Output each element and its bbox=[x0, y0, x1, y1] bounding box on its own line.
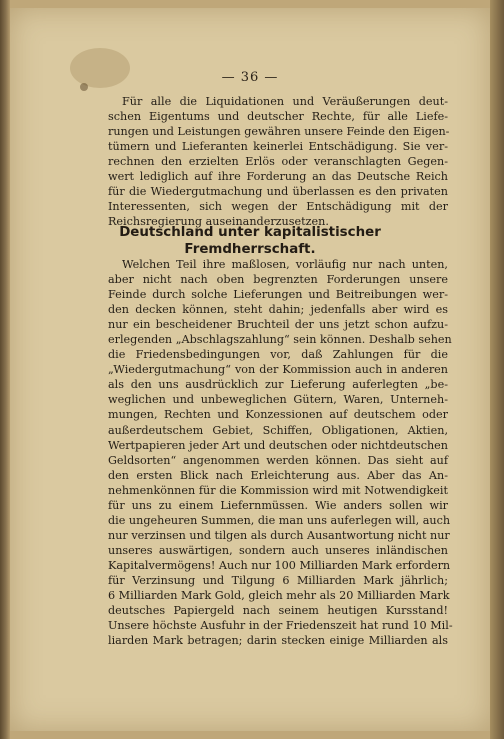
page-number: — 36 — bbox=[221, 70, 279, 85]
text-line: weglichen und unbeweglichen Gütern, Waren, Unterneh- bbox=[108, 393, 448, 407]
text-line: „Wiedergutmachung“ von der Kommission auch in anderen bbox=[108, 363, 448, 377]
text-line: für die Wiedergutmachung und überlassen es den privaten bbox=[108, 185, 448, 199]
text-line: unseres auswärtigen, sondern auch unseres inländischen bbox=[108, 543, 448, 557]
heading-line-2: Fremdherrschaft. bbox=[184, 242, 316, 257]
text-line: erlegenden „Abschlagszahlung“ sein können. Deshalb sehen bbox=[108, 333, 452, 347]
section-heading bbox=[10, 224, 490, 258]
text-line: als den uns ausdrücklich zur Lieferung auferlegten „be- bbox=[108, 378, 448, 392]
text-line: rechnen den erzielten Erlös oder veranschlagten Gegen- bbox=[108, 155, 448, 169]
text-line: für uns zu einem Liefernmüssen. Wie anders sollen wir bbox=[108, 498, 448, 512]
text-line: Welchen Teil ihre maßlosen, vorläufig nur nach unten, bbox=[122, 258, 448, 271]
heading-line-1: Deutschland unter kapitalistischer bbox=[119, 225, 381, 240]
text-line: Unsere höchste Ausfuhr in der Friedenszeit hat rund 10 Mil- bbox=[108, 619, 453, 633]
text-line: Geldsorten“ angenommen werden können. Das sieht auf bbox=[108, 453, 448, 467]
text-line: nur verzinsen und tilgen als durch Ausantwortung nicht nur bbox=[108, 528, 450, 542]
paragraph-2 bbox=[108, 257, 453, 648]
text-line: Kapitalvermögens! Auch nur 100 Milliarden Mark erfordern bbox=[108, 558, 451, 572]
text-line: Wertpapieren jeder Art und deutschen oder nichtdeutschen bbox=[108, 438, 448, 452]
book-binding bbox=[0, 0, 10, 739]
text-line: 6 Milliarden Mark Gold, gleich mehr als 20 Milliarden Mark bbox=[108, 589, 450, 603]
text-line: Interessenten, sich wegen der Entschädigung mit der bbox=[108, 200, 448, 214]
text-line: mungen, Rechten und Konzessionen auf deutschem oder bbox=[108, 408, 448, 422]
text-line: liarden Mark betragen; darin stecken einige Milliarden als bbox=[108, 634, 448, 648]
text-line: den ersten Blick nach Erleichterung aus. Aber das An- bbox=[108, 468, 448, 482]
text-line: Für alle die Liquidationen und Veräußerungen deut- bbox=[122, 95, 448, 108]
text-line: nur ein bescheidener Bruchteil der uns jetzt schon aufzu- bbox=[108, 318, 448, 332]
text-line: Reichsregierung auseinanderzusetzen. bbox=[108, 215, 329, 229]
text-line: für Verzinsung und Tilgung 6 Milliarden Mark jährlich; bbox=[108, 573, 448, 587]
text-line: wert lediglich auf ihre Forderung an das Deutsche Reich bbox=[108, 170, 448, 184]
text-line: nehmenkönnen für die Kommission wird mit Notwendigkeit bbox=[108, 483, 448, 497]
text-line: tümern und Lieferanten keinerlei Entschädigung. Sie ver- bbox=[108, 140, 448, 154]
text-line: rungen und Leistungen gewähren unsere Feinde den Eigen- bbox=[108, 125, 450, 139]
text-line: aber nicht nach oben begrenzten Forderungen unsere bbox=[108, 273, 448, 287]
text-line: schen Eigentums und deutscher Rechte, für alle Liefe- bbox=[108, 110, 448, 124]
text-line: deutsches Papiergeld nach seinem heutigen Kursstand! bbox=[108, 604, 448, 618]
page-edge bbox=[490, 0, 504, 739]
book-page bbox=[10, 8, 490, 731]
text-line: die Friedensbedingungen vor, daß Zahlungen für die bbox=[108, 348, 448, 362]
paragraph-1 bbox=[108, 94, 448, 229]
text-line: die ungeheuren Summen, die man uns auferlegen will, auch bbox=[108, 513, 451, 527]
text-line: außerdeutschem Gebiet, Schiffen, Obligationen, Aktien, bbox=[108, 423, 448, 437]
text-line: den decken können, steht dahin; jedenfalls aber wird es bbox=[108, 303, 448, 317]
text-line: Feinde durch solche Lieferungen und Beitreibungen wer- bbox=[108, 288, 448, 302]
